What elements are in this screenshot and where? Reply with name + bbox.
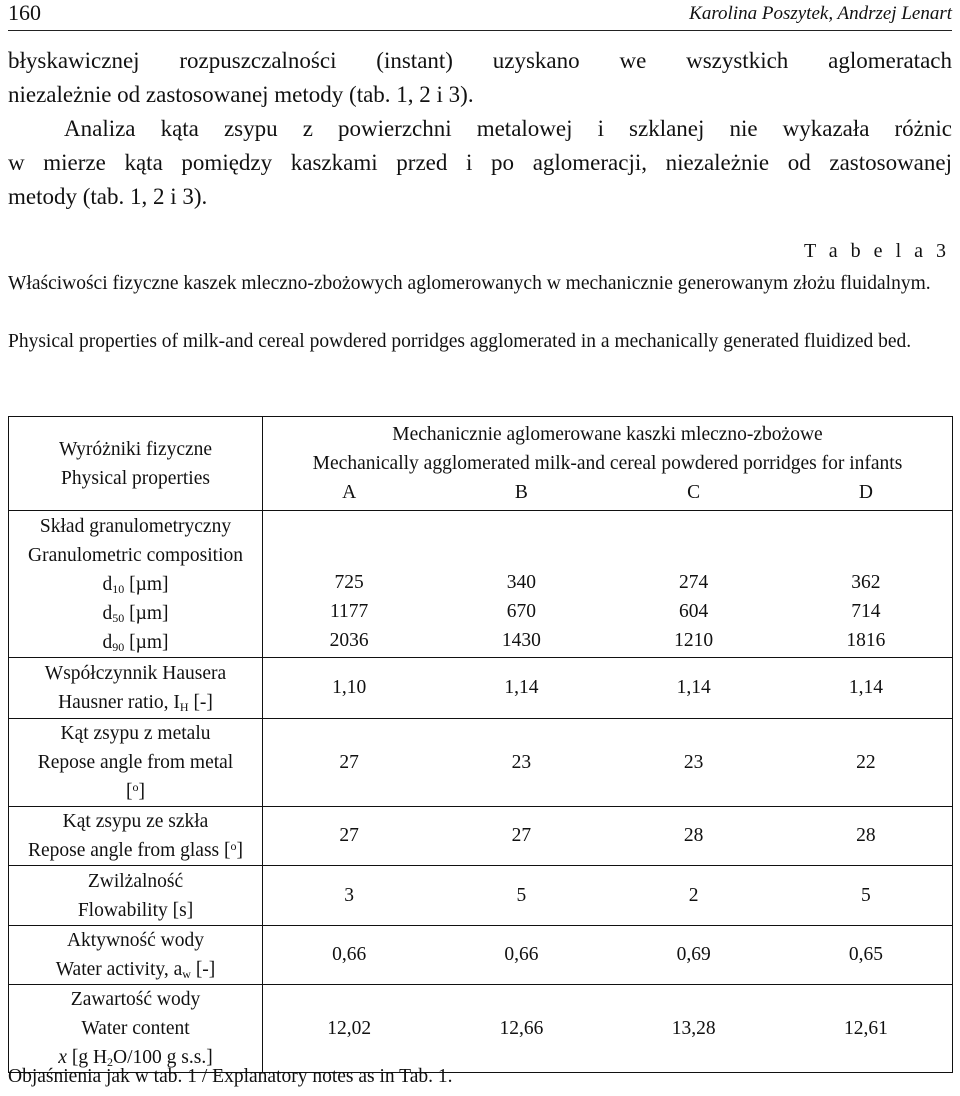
flow-en: Flowability [s] [77,899,194,921]
table-cell: 0,66 [332,944,367,965]
glass-values-cell [263,807,953,866]
paragraph-line: metody (tab. 1, 2 i 3). [8,184,208,209]
flow-values [263,885,952,907]
table-cell: 362 [851,572,881,593]
table-cell: 340 [506,572,536,593]
metal-values-cell [263,719,953,807]
table-footnote: Objaśnienia jak w tab. 1 / Explanatory notes as in Tab. 1. [8,1066,453,1087]
content-pl: Zawartość wody [70,989,201,1010]
flow-values-cell [263,866,953,926]
activity-pl: Aktywność wody [66,930,205,951]
metal-en: Repose angle from metal [37,752,234,773]
table-cell: 1,14 [676,677,711,698]
table-cell: 27 [339,825,359,846]
glass-en: Repose angle from glass [$^o$] [27,839,244,861]
table-cell: 1,14 [504,677,539,698]
content-values-cell [263,985,953,1073]
d10-values [263,568,952,597]
content-label-cell [9,985,263,1073]
glass-pl: Kąt zsypu ze szkła [62,811,209,832]
paragraph-line: w mierze kąta pomiędzy kaszkami przed i po aglomeracji, niezależnie od zastosowanej [8,150,952,175]
running-authors: Karolina Poszytek, Andrzej Lenart [689,3,952,24]
flow-pl: Zwilżalność [87,870,184,892]
table-cell: 1,14 [848,677,883,698]
column-label: A [342,482,357,503]
table-label: T a b e l a 3 [803,240,950,262]
hausner-values [263,677,952,699]
table-row [9,511,953,658]
table-row [9,926,953,985]
table-cell: 5 [516,884,527,906]
d90-values [263,626,952,655]
table-caption-pl: Właściwości fizyczne kaszek mleczno-zbożowych aglomerowanych w mechanicznie generowanym złożu fluidalnym. [8,273,931,294]
table-cell: 1430 [501,630,541,651]
header-samples-en: Mechanically agglomerated milk-and cereal powdered porridges for infants [312,453,903,474]
table-cell: 2 [688,884,699,906]
table-cell: 27 [511,825,532,846]
metal-unit: [$^o$] [126,780,145,802]
column-label: C [687,482,701,503]
header-properties-pl: Wyróżniki fizyczne [58,438,213,460]
table-cell: 0,69 [676,944,711,965]
table-row [9,719,953,807]
table-cell: 1210 [674,630,714,651]
table-row [9,866,953,926]
paragraph-line: błyskawicznej rozpuszczalności (instant) uzyskano we wszystkich aglomeratach [8,48,952,73]
table-cell: 725 [334,572,364,593]
d10-label: $d_{10}$ [µm] [102,573,169,596]
hausner-pl: Współczynnik Hausera [44,663,227,684]
d50-values [263,597,952,626]
properties-table [8,416,953,1073]
table-cell: 714 [851,601,881,622]
table-cell: 23 [511,751,532,773]
header-properties-en: Physical properties [61,467,210,489]
table-cell: 0,65 [848,944,883,965]
table-row [9,985,953,1073]
column-label: D [858,482,873,503]
paragraph-2 [8,112,952,214]
column-labels [263,478,952,507]
metal-values [263,752,952,774]
table-cell: 12,66 [499,1017,544,1039]
hausner-values-cell [263,658,953,719]
activity-label-cell [9,926,263,985]
table-cell: 3 [344,884,354,906]
table-cell: 0,66 [504,944,539,965]
column-label: B [514,482,528,503]
paragraph-1 [8,44,952,112]
activity-values-cell [263,926,953,985]
table-cell: 274 [679,572,709,593]
table-cell: 604 [679,601,709,622]
d90-label: $d_{90}$ [µm] [102,631,169,654]
table-cell: 12,61 [843,1017,888,1039]
table-cell: 27 [339,751,359,773]
activity-values [263,944,952,966]
granulometric-label-cell [9,511,263,658]
granulometric-en: Granulometric composition [28,544,243,566]
table-row [9,658,953,719]
content-values [263,1018,952,1040]
hausner-label-cell [9,658,263,719]
table-row [9,807,953,866]
hausner-en: Hausner ratio, $I_H$ [-] [58,692,213,714]
metal-label-cell [9,719,263,807]
page-header [8,0,952,31]
glass-label-cell [9,807,263,866]
activity-en: Water activity, $a_w$ [-] [55,959,216,981]
table-cell: 5 [861,884,871,906]
paragraph-line: Analiza kąta zsypu z powierzchni metalowej i szklanej nie wykazała różnic [64,116,952,141]
page-number: 160 [8,0,41,25]
table-cell: 1,10 [332,677,367,698]
granulometric-pl: Skład granulometryczny [39,515,232,537]
table-cell: 1177 [329,601,369,622]
header-samples-cell [263,417,953,511]
table-cell: 23 [683,751,704,773]
table-cell: 670 [506,601,536,622]
granulometric-values-cell [263,511,953,658]
table-cell: 22 [856,751,876,773]
table-header-row [9,417,953,511]
header-samples-pl: Mechanicznie aglomerowane kaszki mleczno-zbożowe [392,424,823,445]
table-cell: 13,28 [671,1017,716,1039]
content-unit: x [g $H_2O/100$ g s.s.] [58,1047,213,1069]
glass-values [263,825,952,847]
table-cell: 28 [856,825,876,846]
header-properties-cell [9,417,263,511]
flow-label-cell [9,866,263,926]
table-cell: 28 [683,825,704,846]
table-cell: 2036 [329,630,369,651]
d50-label: $d_{50}$ [µm] [102,602,169,625]
metal-pl: Kąt zsypu z metalu [60,723,211,744]
content-en: Water content [81,1018,190,1039]
paragraph-line: niezależnie od zastosowanej metody (tab. 1, 2 i 3). [8,82,474,107]
table-cell: 12,02 [327,1017,372,1039]
table-caption-en: Physical properties of milk-and cereal powdered porridges agglomerated in a mechanically generated fluidized bed. [8,331,912,352]
table-cell: 1816 [846,630,886,651]
